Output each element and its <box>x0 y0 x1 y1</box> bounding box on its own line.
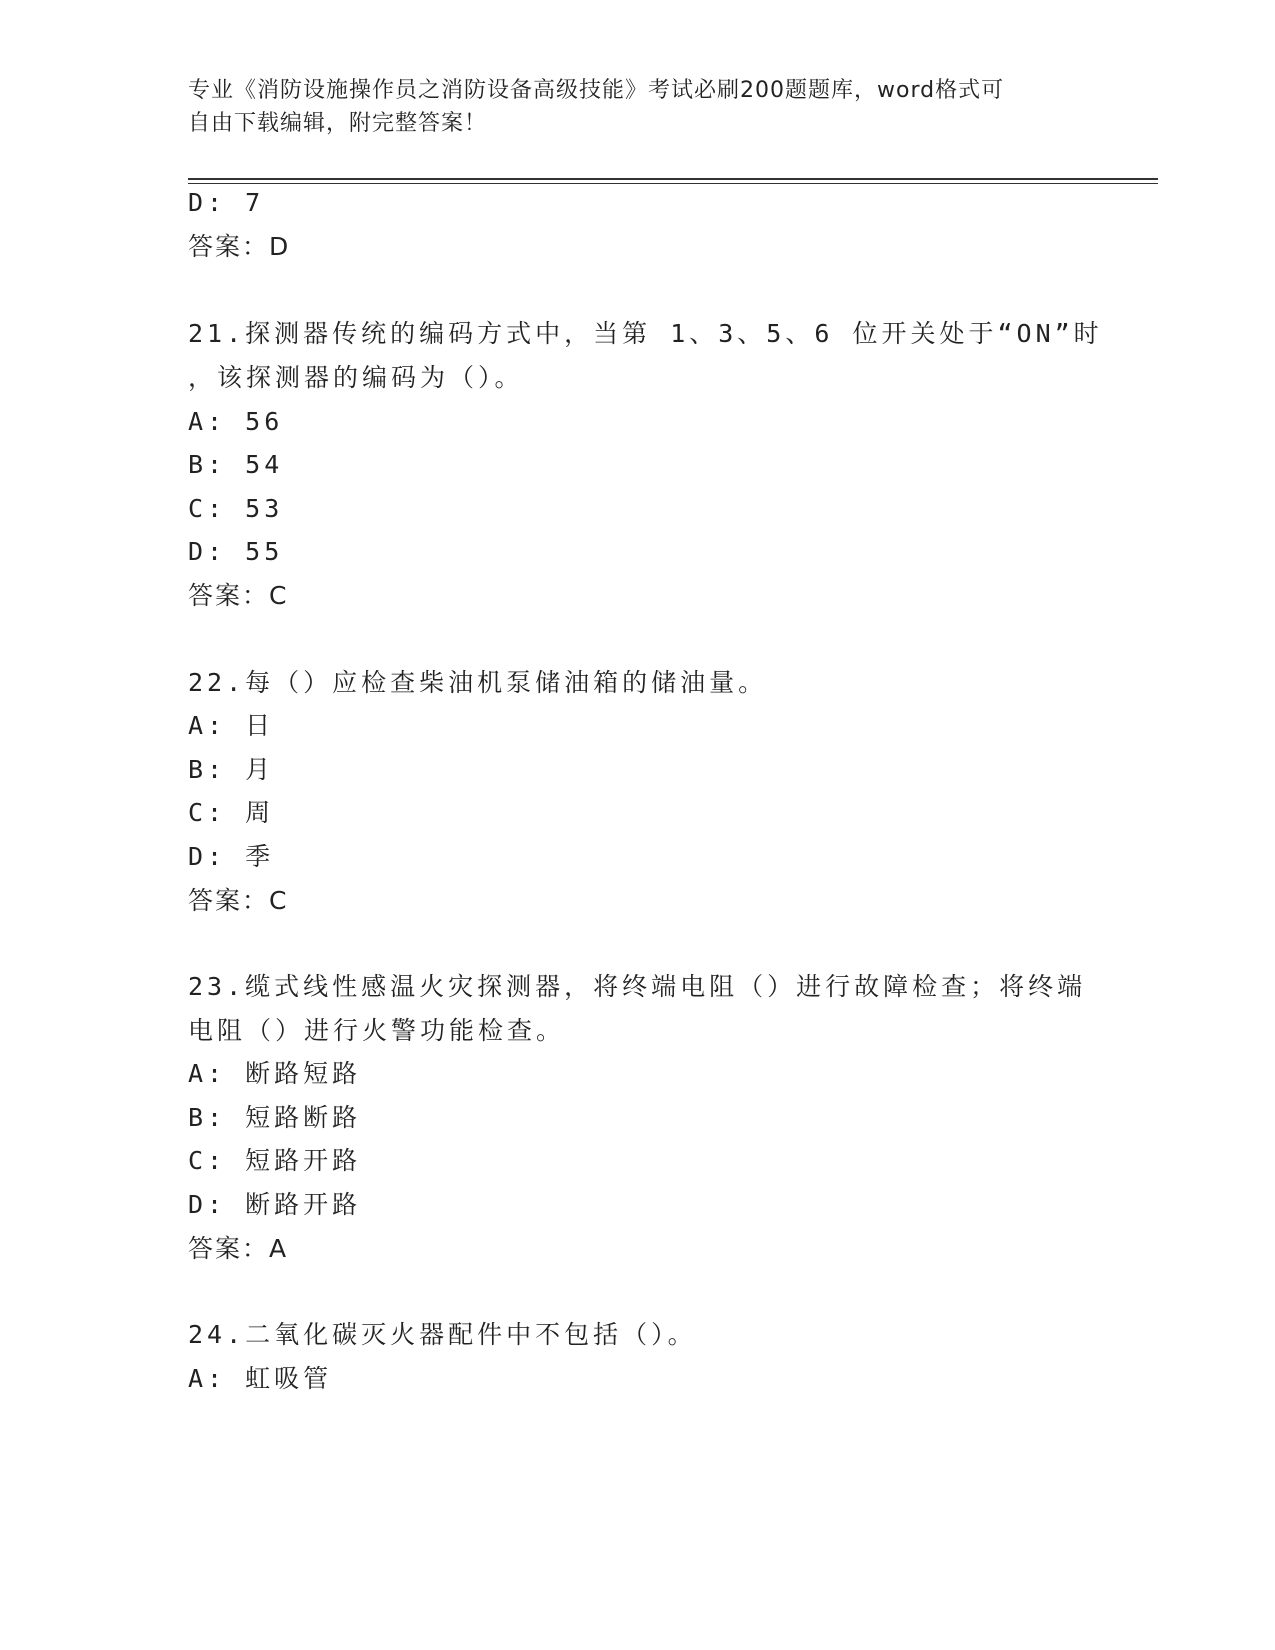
header-divider-thick <box>188 178 1158 180</box>
document-header <box>188 74 1088 140</box>
q21-option-a: A: 56 <box>188 407 284 436</box>
q23-option-d: D: 断路开路 <box>188 1190 362 1219</box>
q21-option-b: B: 54 <box>188 450 284 479</box>
q21-stem-line-2: ，该探测器的编码为（）。 <box>188 363 524 392</box>
header-title-line-2: 自由下载编辑，附完整答案！ <box>188 111 488 136</box>
q23-option-c: C: 短路开路 <box>188 1146 362 1175</box>
q24-stem-line-1: 24.二氧化碳灭火器配件中不包括（）。 <box>188 1320 697 1349</box>
q22-stem-line-1: 22.每（）应检查柴油机泵储油箱的储油量。 <box>188 668 768 697</box>
header-title-line-1: 专业《消防设施操作员之消防设备高级技能》考试必刷200题题库，word格式可 <box>188 78 1005 103</box>
q21-stem-line-1: 21.探测器传统的编码方式中，当第 1、3、5、6 位开关处于“ON”时 <box>188 319 1103 348</box>
q22-answer: 答案：C <box>188 886 289 915</box>
q23-option-b: B: 短路断路 <box>188 1103 362 1132</box>
q21-option-d: D: 55 <box>188 537 284 566</box>
q23-option-a: A: 断路短路 <box>188 1059 362 1088</box>
header-divider-thin <box>188 183 1158 184</box>
q21-option-c: C: 53 <box>188 494 284 523</box>
q22-option-a: A: 日 <box>188 711 275 740</box>
q23-stem-line-2: 电阻（）进行火警功能检查。 <box>188 1016 566 1045</box>
q22-option-b: B: 月 <box>188 755 275 784</box>
q22-option-c: C: 周 <box>188 798 275 827</box>
q24-option-a: A: 虹吸管 <box>188 1364 333 1393</box>
q23-stem-line-1: 23.缆式线性感温火灾探测器，将终端电阻（）进行故障检查；将终端 <box>188 972 1087 1001</box>
q23-answer: 答案：A <box>188 1234 289 1263</box>
prev-option-d: D: 7 <box>188 188 265 217</box>
q21-answer: 答案：C <box>188 581 289 610</box>
prev-answer: 答案：D <box>188 232 291 261</box>
q22-option-d: D: 季 <box>188 842 275 871</box>
